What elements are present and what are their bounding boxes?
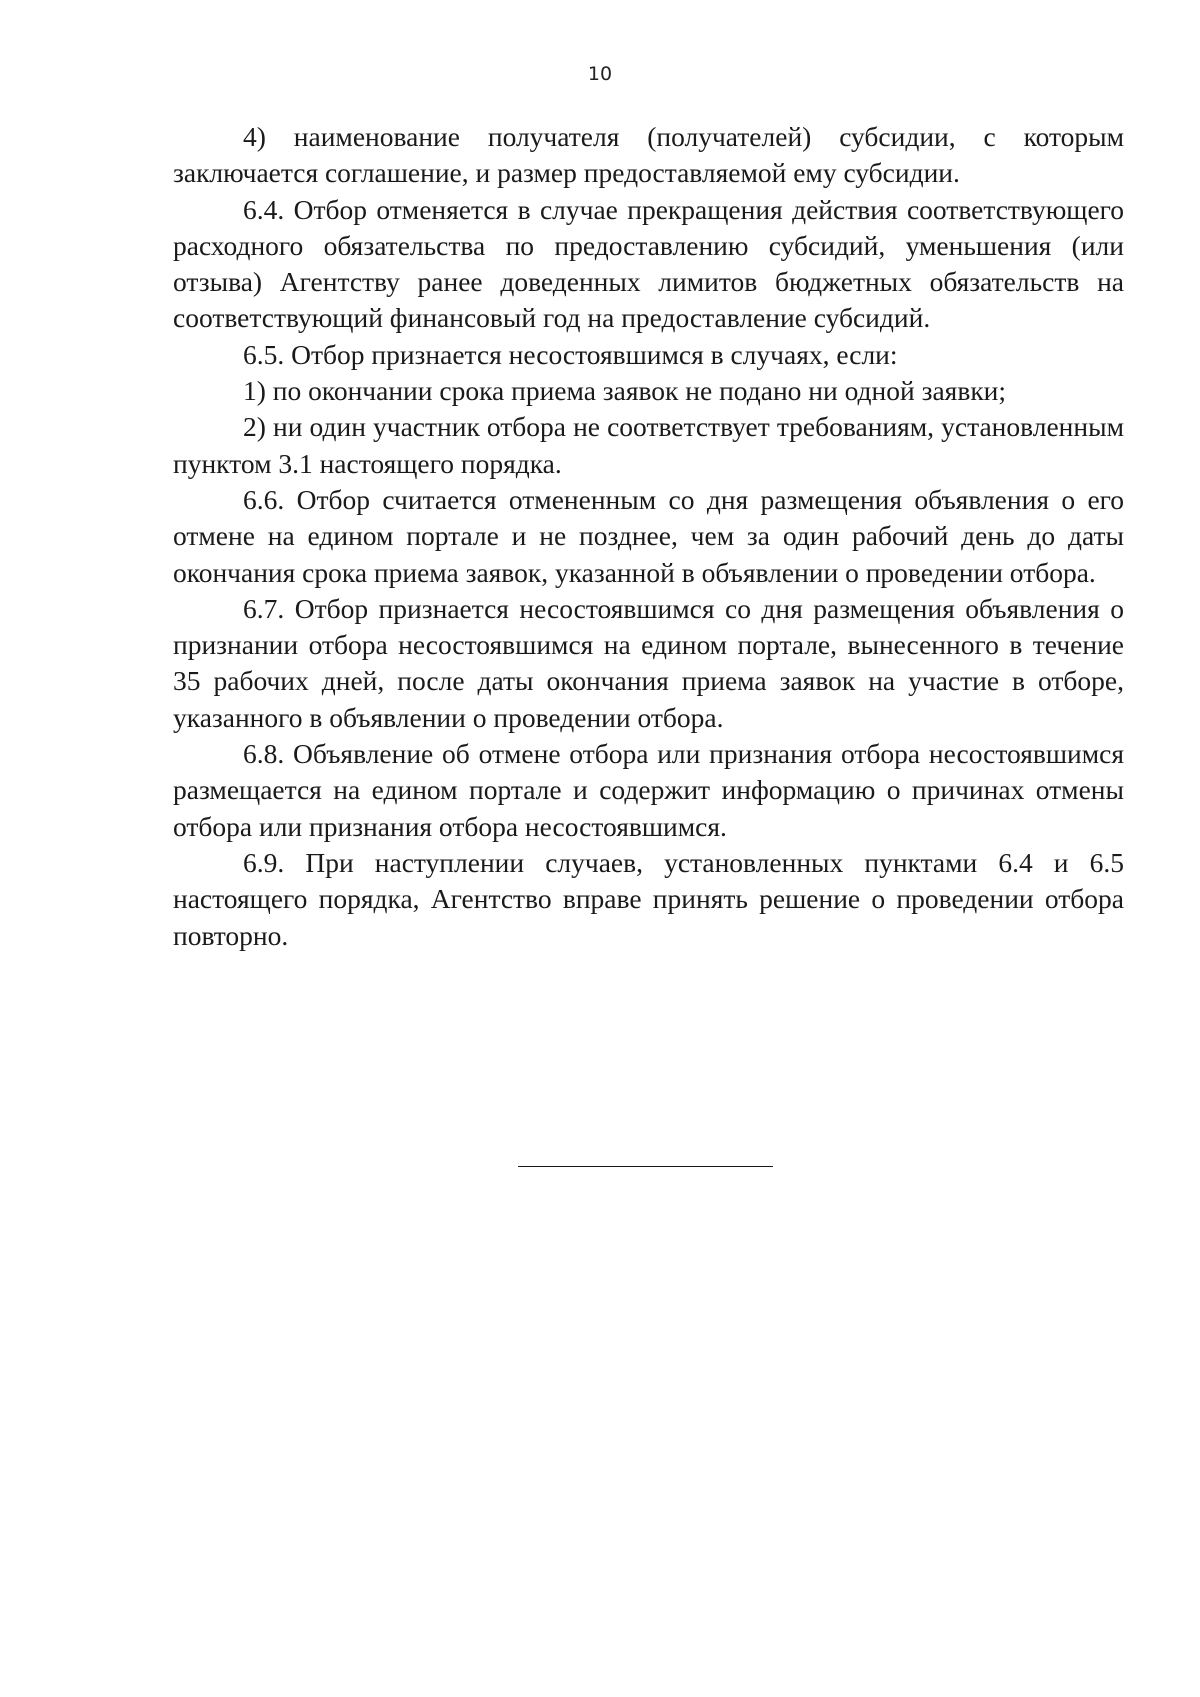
- paragraph-6-8: 6.8. Объявление об отмене отбора или признания отбора несостоявшимся размещается на едином портале и содержит информацию о причинах отмены отбора или признания отбора несостоявшимся.: [173, 738, 1124, 842]
- paragraph-6-6: 6.6. Отбор считается отмененным со дня размещения объявления о его отмене на едином портале и не позднее, чем за один рабочий день до даты окончания срока приема заявок, указанной в объявлении о проведении отбора.: [173, 483, 1124, 588]
- paragraph-6-5-item-2: 2) ни один участник отбора не соответствует требованиям, установленным пунктом 3.1 настоящего порядка.: [173, 411, 1124, 479]
- end-separator-line: [518, 1166, 773, 1167]
- paragraph-6-9: 6.9. При наступлении случаев, установленных пунктами 6.4 и 6.5 настоящего порядка, Агентство вправе принять решение о проведении отбора повторно.: [173, 846, 1124, 951]
- paragraph-item-4: 4) наименование получателя (получателей) субсидии, с которым заключается соглашение, и размер предоставляемой ему субсидии.: [173, 121, 1124, 189]
- paragraph-6-5: 6.5. Отбор признается несостоявшимся в случаях, если:: [243, 338, 898, 370]
- document-body: [173, 119, 1124, 954]
- paragraph-6-5-item-1: 1) по окончании срока приема заявок не подано ни одной заявки;: [243, 375, 1007, 407]
- paragraph-6-7: 6.7. Отбор признается несостоявшимся со дня размещения объявления о признании отбора несостоявшимся на едином портале, вынесенного в течение 35 рабочих дней, после даты окончания приема заявок на участие в отборе, указанного в объявлении о проведении отбора.: [173, 592, 1124, 733]
- paragraph-6-4: 6.4. Отбор отменяется в случае прекращения действия соответствующего расходного обязательства по предоставлению субсидий, уменьшения (или отзыва) Агентству ранее доведенных лимитов бюджетных обязательств на соответствующий финансовый год на предоставление субсидий.: [173, 193, 1124, 334]
- page-number: 10: [587, 63, 613, 85]
